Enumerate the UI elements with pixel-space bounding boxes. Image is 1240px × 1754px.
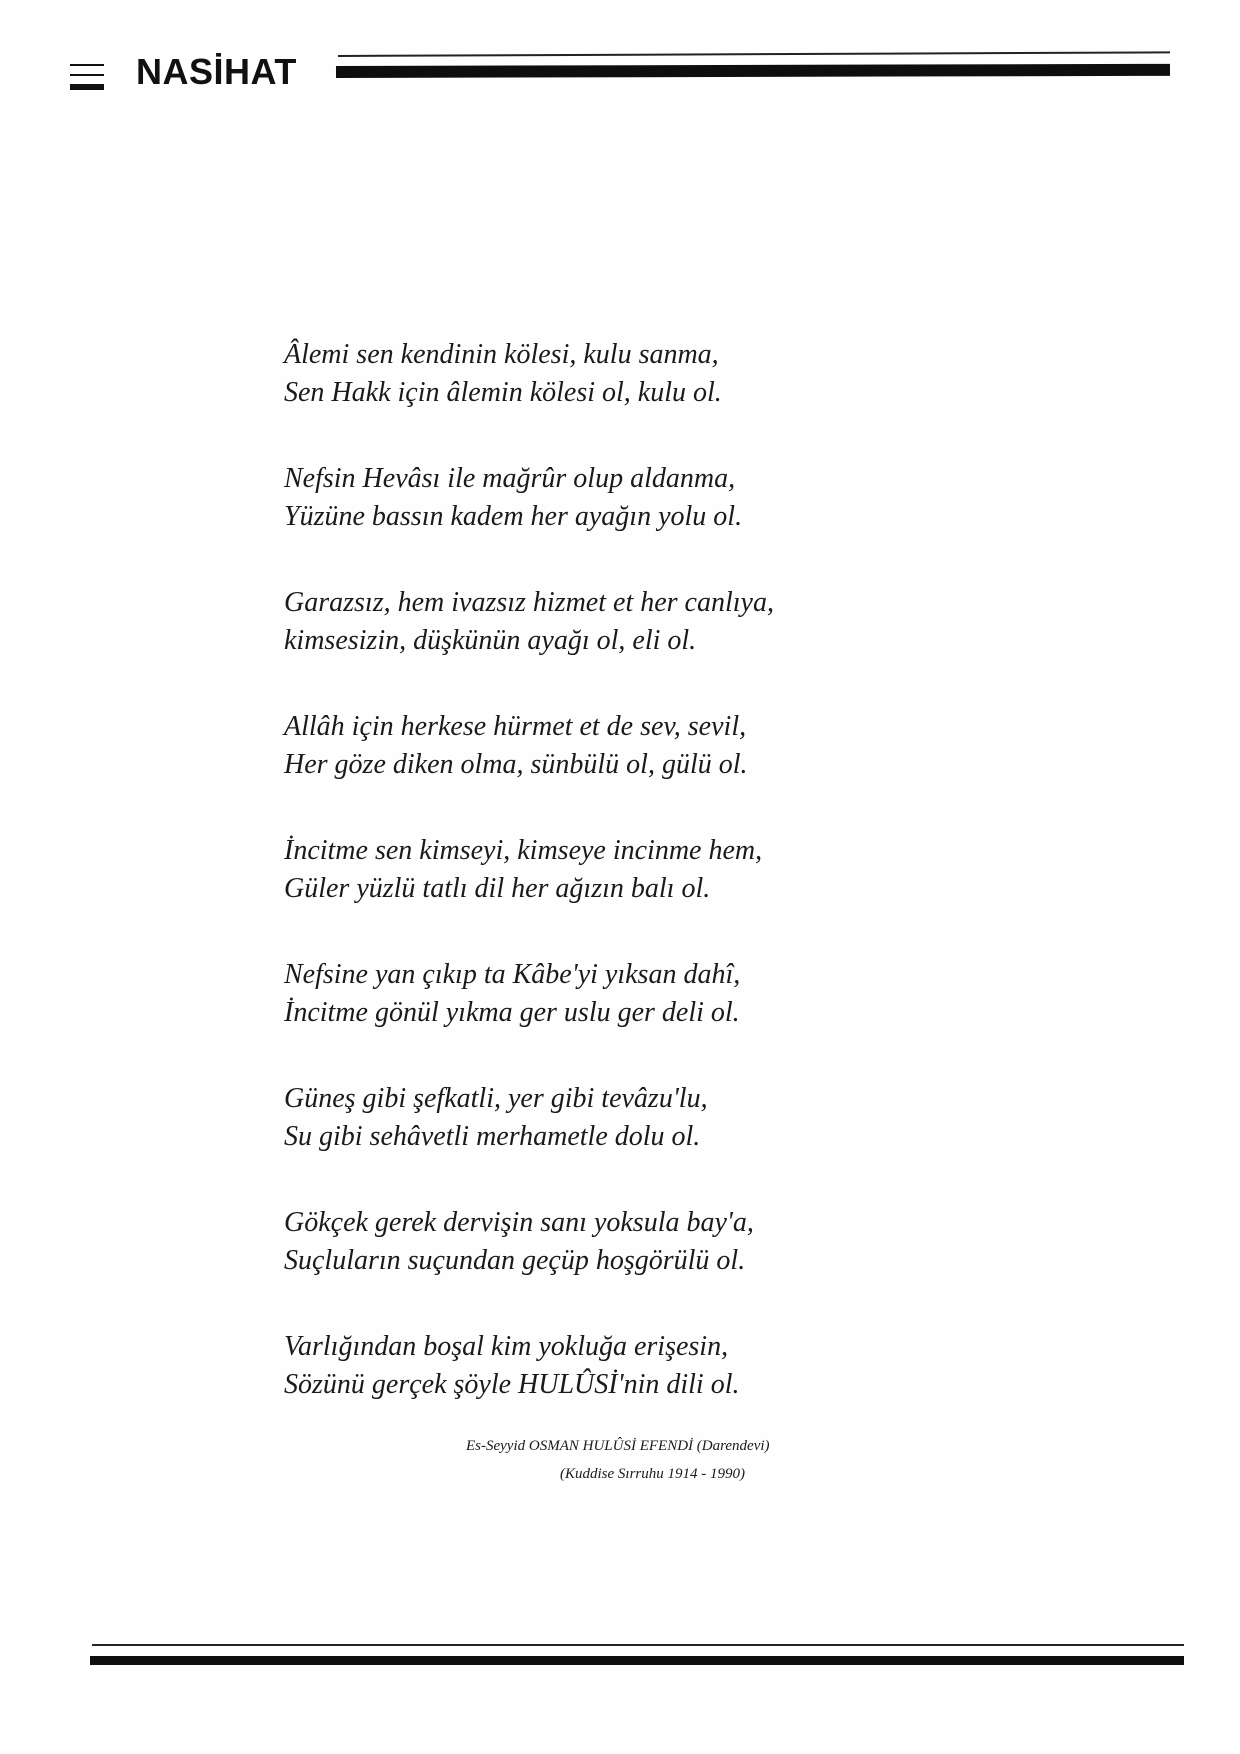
header-rule-thick — [336, 64, 1170, 78]
poem-line: Her göze diken olma, sünbülü ol, gülü ol. — [284, 749, 748, 780]
poem-line: Allâh için herkese hürmet et de sev, sevil, — [284, 711, 747, 742]
poem-line: Nefsin Hevâsı ile mağrûr olup aldanma, — [284, 463, 736, 494]
poem-line: Varlığından boşal kim yokluğa erişesin, — [284, 1331, 729, 1362]
header-marker-bar — [70, 74, 104, 76]
poem-line: Garazsız, hem ivazsız hizmet et her canlıya, — [284, 587, 774, 618]
stanza — [284, 1204, 984, 1280]
poem-line: Âlemi sen kendinin kölesi, kulu sanma, — [284, 339, 719, 370]
stanza — [284, 1328, 984, 1404]
page-title: NASİHAT — [136, 51, 297, 92]
poem-line: kimsesizin, düşkünün ayağı ol, eli ol. — [284, 625, 697, 656]
poem — [284, 336, 984, 1452]
stanza — [284, 708, 984, 784]
stanza — [284, 832, 984, 908]
stanza — [284, 584, 984, 660]
header-rule-thin — [338, 51, 1170, 57]
poem-line: İncitme gönül yıkma ger uslu ger deli ol. — [284, 997, 740, 1028]
attribution-dates: (Kuddise Sırruhu 1914 - 1990) — [560, 1466, 745, 1482]
footer-rule-thick — [90, 1656, 1184, 1665]
stanza — [284, 336, 984, 412]
stanza — [284, 460, 984, 536]
poem-line: Nefsine yan çıkıp ta Kâbe'yi yıksan dahî, — [284, 959, 741, 990]
stanza — [284, 956, 984, 1032]
footer-rule-thin — [92, 1644, 1184, 1646]
poem-line: Güler yüzlü tatlı dil her ağızın balı ol. — [284, 873, 711, 904]
poem-line: Sözünü gerçek şöyle HULÛSİ'nin dili ol. — [284, 1369, 740, 1400]
poem-line: Su gibi sehâvetli merhametle dolu ol. — [284, 1121, 701, 1152]
poem-line: Sen Hakk için âlemin kölesi ol, kulu ol. — [284, 377, 722, 408]
header-marker-bar — [70, 84, 104, 90]
attribution-author: Es-Seyyid OSMAN HULÛSİ EFENDİ (Darendevi) — [466, 1438, 770, 1454]
header-marker-bar — [70, 64, 104, 66]
poem-line: Gökçek gerek dervişin sanı yoksula bay'a, — [284, 1207, 754, 1238]
poem-line: Güneş gibi şefkatli, yer gibi tevâzu'lu, — [284, 1083, 708, 1114]
poem-line: İncitme sen kimseyi, kimseye incinme hem, — [284, 835, 763, 866]
attribution — [466, 1432, 946, 1488]
header-marker-icon — [70, 60, 104, 90]
poem-line: Yüzüne bassın kadem her ayağın yolu ol. — [284, 501, 743, 532]
poem-line: Suçluların suçundan geçüp hoşgörülü ol. — [284, 1245, 746, 1276]
stanza — [284, 1080, 984, 1156]
